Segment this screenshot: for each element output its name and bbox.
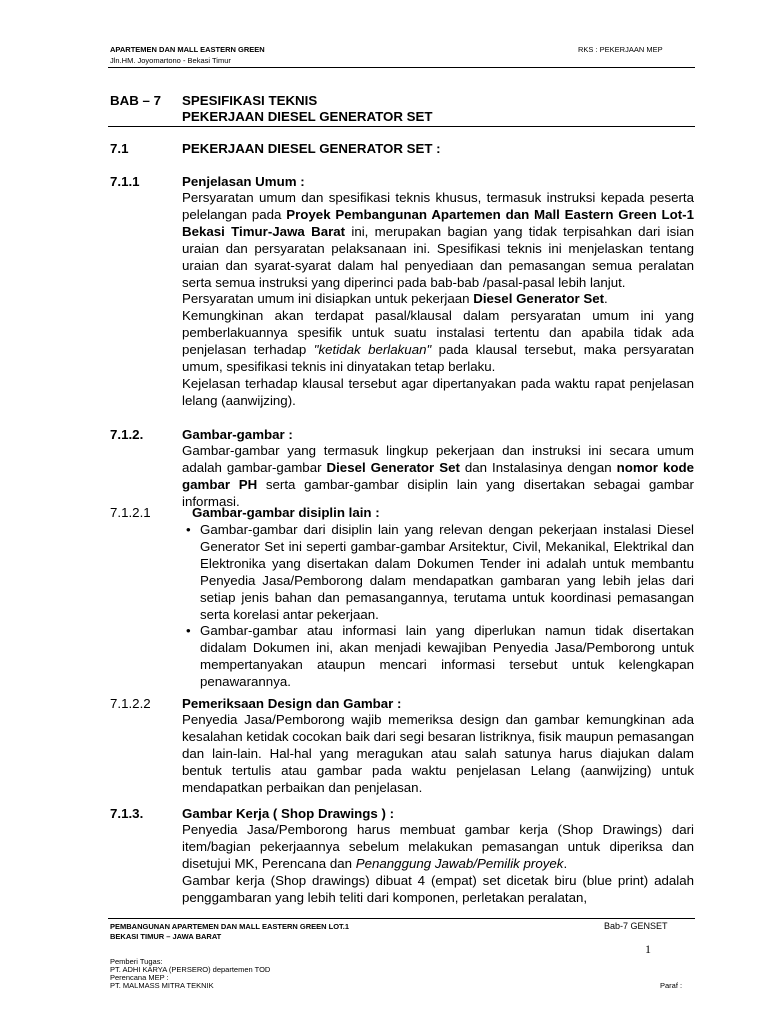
footer-paraf: Paraf : (660, 981, 683, 990)
chapter-title-1: SPESIFIKASI TEKNIS (182, 93, 318, 108)
section-7-1-2-1-list (182, 522, 694, 691)
header-project: APARTEMEN DAN MALL EASTERN GREEN (110, 45, 265, 54)
bullet: • (186, 623, 191, 639)
paragraph: Penyedia Jasa/Pemborong harus membuat gambar kerja (Shop Drawings) dari item/bagian pekerjaannya sebelum melakukan pemasangan untuk diperiksa dan disetujui MK, Perencana dan Penanggung Jawab/Pemilik proyek. (182, 822, 694, 871)
section-7-1-1-number: 7.1.1 (110, 174, 140, 189)
header-rule (108, 67, 695, 68)
section-7-1-3-body (182, 822, 694, 907)
chapter-number: BAB – 7 (110, 93, 161, 108)
footer-owner: PT. ADHI KARYA (PERSERO) departemen TOD (110, 965, 271, 974)
list-item: • Gambar-gambar dari disiplin lain yang relevan dengan pekerjaan instalasi Diesel Generator Set ini seperti gambar-gambar Arsitektur, Civil, Mekanikal, Elektrikal dan Elektronika yang disertakan dalam Dokumen Tender ini adalah untuk membantu Penyedia Jasa/Pemborong dalam mendapatkan gambaran yang lebih jelas dari setiap jenis bahan dan pemasangannya, terutama untuk koordinasi pemasangan serta korelasi antar pekerjaan. (186, 522, 694, 622)
chapter-title-2: PEKERJAAN DIESEL GENERATOR SET (182, 109, 433, 124)
section-7-1-2-1-number: 7.1.2.1 (110, 505, 151, 520)
header-address: Jln.HM. Joyomartono - Bekasi Timur (110, 56, 231, 65)
chapter-rule (108, 126, 695, 127)
section-7-1-number: 7.1 (110, 141, 129, 156)
footer-location: BEKASI TIMUR – JAWA BARAT (110, 932, 222, 941)
section-7-1-2-title: Gambar-gambar : (182, 427, 293, 442)
section-7-1-2-number: 7.1.2. (110, 427, 144, 442)
section-7-1-2-2-number: 7.1.2.2 (110, 696, 151, 711)
page-number: 1 (645, 942, 651, 956)
paragraph: Persyaratan umum dan spesifikasi teknis khusus, termasuk instruksi kepada peserta pelelangan pada Proyek Pembangunan Apartemen dan Mall Eastern Green Lot-1 Bekasi Timur-Jawa Barat ini, merupakan bagian yang tidak terpisahkan dari isian uraian dan persyaratan pelaksanaan ini. Spesifikasi teknis ini menjelaskan tentang uraian dan syarat-syarat dalam hal penyediaan dan pemasangan semua peralatan serta semua instruksi yang diperinci pada bab-bab /pasal-pasal lebih lanjut. (182, 190, 694, 290)
section-7-1-3-title: Gambar Kerja ( Shop Drawings ) : (182, 806, 395, 821)
footer-pemberi-label: Pemberi Tugas: (110, 957, 163, 966)
section-7-1-title: PEKERJAAN DIESEL GENERATOR SET : (182, 141, 441, 156)
section-7-1-1-body (182, 190, 694, 410)
section-7-1-2-1-title: Gambar-gambar disiplin lain : (192, 505, 380, 520)
footer-rule (108, 918, 695, 919)
footer-project: PEMBANGUNAN APARTEMEN DAN MALL EASTERN GREEN LOT.1 (110, 922, 350, 931)
header-rks: RKS : PEKERJAAN MEP (578, 45, 663, 54)
section-7-1-3-number: 7.1.3. (110, 806, 144, 821)
list-item: • Gambar-gambar atau informasi lain yang diperlukan namun tidak disertakan didalam Dokumen ini, akan menjadi kewajiban Penyedia Jasa/Pemborong untuk mempertanyakan ataupun mencari informasi tersebut untuk kelengkapan penawarannya. (186, 623, 694, 690)
footer-perencana-label: Perencana MEP : (110, 973, 169, 982)
paragraph: Kejelasan terhadap klausal tersebut agar dipertanyakan pada waktu rapat penjelasan lelang (aanwijzing). (182, 375, 694, 408)
paragraph: Kemungkinan akan terdapat pasal/klausal dalam persyaratan umum ini yang pemberlakuannya spesifik untuk suatu instalasi tertentu dan apabila tidak ada penjelasan terhadap "ketidak berlakuan" pada klausal tersebut, maka persyaratan umum, spesifikasi teknis ini dinyatakan tetap berlaku. (182, 308, 695, 375)
section-7-1-1-title: Penjelasan Umum : (182, 174, 305, 189)
paragraph: Persyaratan umum ini disiapkan untuk pekerjaan Diesel Generator Set. (182, 291, 608, 307)
bullet: • (186, 522, 191, 537)
footer-consultant: PT. MALMASS MITRA TEKNIK (110, 981, 214, 990)
footer-chapter-ref: Bab-7 GENSET (604, 921, 668, 931)
section-7-1-2-body (182, 443, 694, 511)
section-7-1-2-2-title: Pemeriksaan Design dan Gambar : (182, 696, 402, 711)
paragraph: Gambar kerja (Shop drawings) dibuat 4 (empat) set dicetak biru (blue print) adalah penggambaran yang lebih teliti dari komponen, perletakan peralatan, (182, 872, 694, 905)
section-7-1-2-2-body (182, 712, 694, 797)
paragraph: Gambar-gambar yang termasuk lingkup pekerjaan dan instruksi ini secara umum adalah gambar-gambar Diesel Generator Set dan Instalasinya dengan nomor kode gambar PH serta gambar-gambar disiplin lain yang disertakan sebagai gambar informasi. (182, 443, 694, 509)
paragraph: Penyedia Jasa/Pemborong wajib memeriksa design dan gambar kemungkinan ada kesalahan ketidak cocokan baik dari segi besaran listriknya, fisik maupun pemasangan dan lain-lain. Hal-hal yang meragukan atau salah satunya harus diajukan dalam bentuk tertulis atau gambar pada waktu penjelasan Lelang (aanwijzing) untuk mendapatkan perbaikan dan penjelasan. (182, 712, 694, 795)
